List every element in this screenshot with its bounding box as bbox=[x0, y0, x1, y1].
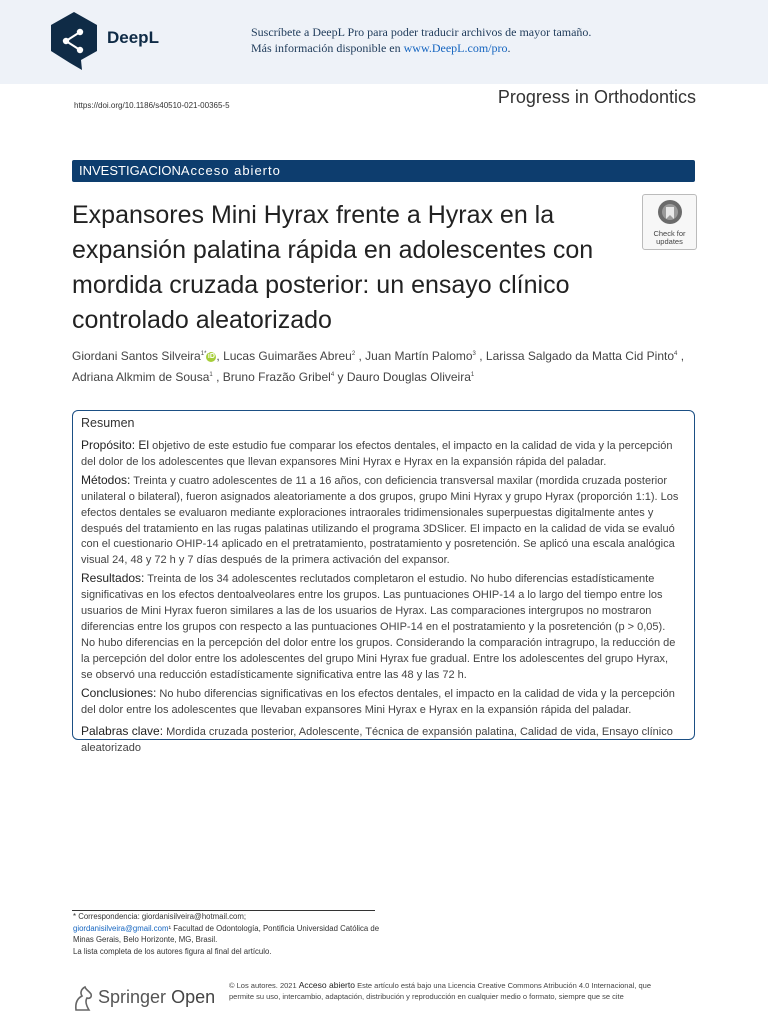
deepl-promo-text bbox=[251, 24, 591, 56]
springer-horse-icon bbox=[72, 984, 94, 1012]
section-text: objetivo de este estudio fue comparar los efectos dentales, el impacto en la calidad de vida y la percepción del dolor de los adolescentes que llevan expansores Mini Hyrax e Hyrax en la expansión rápida del paladar. bbox=[81, 440, 673, 468]
promo-prefix: Más información disponible en bbox=[251, 41, 404, 55]
affiliation-text: ¹ Facultad de Odontología, Pontificia Universidad Católica de Minas Gerais, Belo Horizonte, MG, Brasil. bbox=[73, 923, 380, 944]
abstract-body bbox=[81, 438, 681, 759]
correspondence-note: * Correspondencia: giordanisilveira@hotmail.com; bbox=[73, 912, 247, 921]
section-text: Mordida cruzada posterior, Adolescente, Técnica de expansión palatina, Calidad de vida, Ensayo clínico aleatorizado bbox=[81, 726, 673, 755]
license-open-access: Acceso abierto bbox=[298, 980, 355, 990]
article-type-bar bbox=[72, 160, 695, 182]
affiliation-note bbox=[73, 923, 393, 946]
springer-open-word: Open bbox=[171, 987, 216, 1007]
orcid-icon[interactable]: iD bbox=[207, 352, 215, 360]
deepl-logo-icon bbox=[48, 10, 100, 72]
license-prefix: © Los autores. 2021 bbox=[229, 981, 299, 990]
section-text: No hubo diferencias significativas en los efectos dentales, el impacto en la calidad de vida y la percepción del dolor entre los adolescentes que llevaban expansores Mini Hyrax e Hyrax en la expansión rápida del paladar. bbox=[81, 687, 675, 716]
full-list-note: La lista completa de los autores figura al final del artículo. bbox=[73, 946, 272, 956]
deepl-pro-link[interactable]: www.DeepL.com/pro bbox=[403, 41, 508, 55]
springer-open-logo bbox=[72, 982, 222, 1014]
author-name[interactable]: , Bruno Frazão Gribel bbox=[212, 370, 331, 384]
check-updates-icon bbox=[657, 199, 683, 225]
author-affiliation: 1 bbox=[209, 372, 213, 378]
section-label: Resultados: bbox=[81, 571, 145, 586]
license-text bbox=[229, 980, 669, 1002]
license-body: Este artículo está bajo una Licencia Creative Commons Atribución 4.0 Internacional, que permite su uso, intercambio, adaptación, distribución y reproducción en cualquier medio o formato, siempre que se cite bbox=[229, 981, 651, 1001]
footnotes bbox=[73, 911, 393, 957]
author-affiliation: 1 bbox=[470, 372, 475, 378]
abstract-section-purpose bbox=[81, 438, 681, 471]
keywords bbox=[81, 724, 681, 757]
check-for-updates-button[interactable] bbox=[642, 194, 697, 250]
author-name[interactable]: , Adriana Alkmim de Sousa bbox=[72, 349, 685, 384]
author-affiliation: 3 bbox=[472, 351, 476, 357]
author-name[interactable]: , Lucas Guimarães Abreu bbox=[216, 349, 352, 363]
check-updates-line-2: updates bbox=[656, 237, 683, 246]
section-label: Palabras clave: bbox=[81, 724, 164, 739]
author-affiliation: 4 bbox=[330, 372, 335, 378]
section-label: Métodos: bbox=[81, 472, 131, 487]
springer-name: Springer bbox=[98, 987, 167, 1007]
author-affiliation: 4 bbox=[674, 351, 678, 357]
abstract-heading: Resumen bbox=[81, 416, 135, 430]
abstract-section-methods bbox=[81, 473, 681, 569]
author-affiliation: 1* bbox=[200, 351, 207, 357]
section-label: Propósito: El bbox=[81, 438, 150, 452]
check-updates-line-1: Check for bbox=[653, 229, 686, 238]
author-email-link[interactable]: giordanisilveira@gmail.com bbox=[73, 923, 169, 933]
author-list bbox=[72, 345, 697, 387]
promo-line-2 bbox=[251, 40, 591, 56]
doi-link[interactable]: https://doi.org/10.1186/s40510-021-00365-5 bbox=[74, 101, 230, 110]
author-name[interactable]: Giordani Santos Silveira bbox=[72, 349, 201, 363]
springer-wordmark bbox=[98, 987, 215, 1008]
abstract-section-conclusions bbox=[81, 686, 681, 719]
section-label: Conclusiones: bbox=[81, 685, 157, 700]
author-name[interactable]: , Larissa Salgado da Matta Cid Pinto bbox=[475, 349, 675, 363]
author-name[interactable]: , Juan Martín Palomo bbox=[355, 349, 473, 363]
article-type-label: INVESTIGACION bbox=[79, 163, 181, 178]
journal-name: Progress in Orthodontics bbox=[497, 87, 696, 107]
deepl-banner bbox=[0, 0, 768, 84]
open-access-label: Acceso abierto bbox=[180, 163, 281, 178]
author-name[interactable]: y Dauro Douglas Oliveira bbox=[334, 370, 471, 384]
section-text: Treinta y cuatro adolescentes de 11 a 16 años, con deficiencia transversal maxilar (mordida cruzada posterior unilateral o bilateral), fueron asignados aleatoriamente a dos grupos, grupo Mini Hyrax y grupo Hyrax (proporción 1:1). Los efectos dentales se evaluaron mediante exploraciones intraorales tridimensionales superpuestas digitalmente antes y después del tratamiento en las rugas palatinas utilizando el programa 3DSlicer. El impacto en la calidad de vida se evaluó con el cuestionario OHIP-14 aplicado en el pretratamiento, postratamiento y posretención. Se aplicó una escala analógica visual 24, 48 y 72 h y 7 días después de la primera activación del expansor. bbox=[81, 474, 679, 567]
author-affiliation: 2 bbox=[351, 351, 356, 357]
article-title: Expansores Mini Hyrax frente a Hyrax en la expansión palatina rápida en adolescentes con mordida cruzada posterior: un ensayo clínico controlado aleatorizado bbox=[72, 201, 594, 334]
promo-line-1: Suscríbete a DeepL Pro para poder traducir archivos de mayor tamaño. bbox=[251, 25, 592, 39]
deepl-wordmark: DeepL bbox=[107, 28, 159, 47]
abstract-section-results bbox=[81, 571, 681, 683]
section-text: Treinta de los 34 adolescentes reclutados completaron el estudio. No hubo diferencias estadísticamente significativas en los efectos dentoalveolares entre los grupos. Las puntuaciones OHIP-14 a lo largo del tiempo entre los usuarios de Mini Hyrax fueron similares a las de los usuarios de Hyrax. Las comparaciones intergrupos no mostraron diferencias entre los grupos con respecto a las puntuaciones OHIP-14 en el postratamiento y la posretención (p > 0,05). No hubo diferencias en la percepción del dolor entre los grupos. Considerando la comparación intragrupo, la reducción de la percepción del dolor entre los adolescentes del grupo Mini Hyrax fue gradual. Entre los adolescentes del grupo Hyrax, se observó una reducción estadísticamente significativa entre las 48 y las 72 h. bbox=[81, 573, 676, 681]
promo-suffix: . bbox=[507, 41, 511, 55]
